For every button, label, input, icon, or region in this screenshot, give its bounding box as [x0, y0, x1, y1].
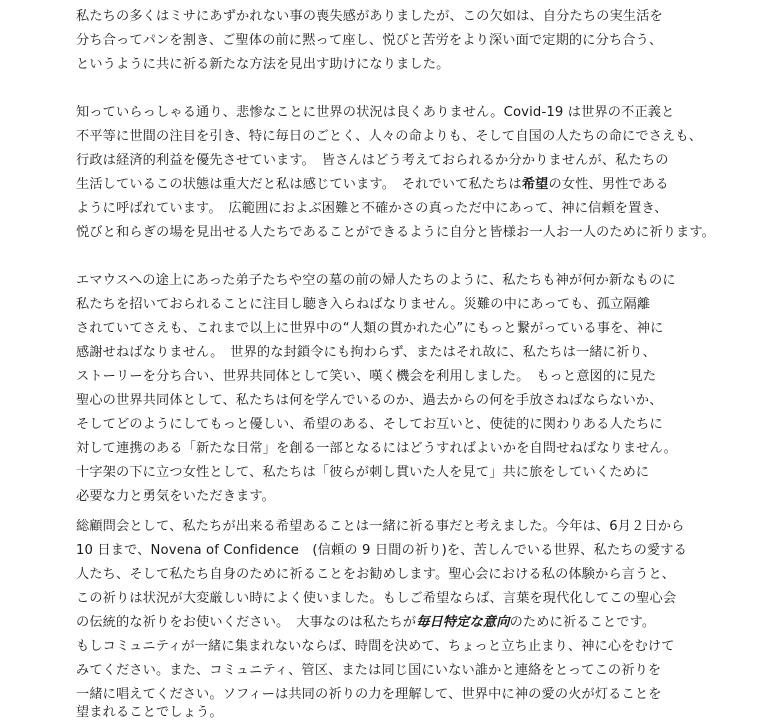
text-line: 対して連携のある「新たな日常」を創る一部となるにはどうすればよいかを自問せねばなりません。: [76, 441, 677, 456]
text-line: 一緒に唱えてください。ソフィーは共同の祈りの力を理解して、世界中に神の愛の火が灯ることを: [76, 687, 662, 702]
text-line: 私たちを招いておられることに注目し聴き入らねばなりません。災難の中にあっても、孤立隔離: [76, 297, 651, 312]
text-line: そしてどのようにしてもっと優しい、希望のある、そしてお互いと、使徒的に関わりある人たちに: [76, 417, 663, 432]
text-line: 望まれることでしょう。: [76, 705, 223, 720]
text-line: 10 日まで、Novena of Confidence (信頼の 9 日間の祈り)を、苦しんでいる世界、私たちの愛する: [76, 543, 687, 558]
text-line: ストーリーを分ち合い、世界共同体として笑い、嘆く機会を利用しました。 もっと意図的に見た: [76, 369, 657, 384]
text-line: [76, 614, 655, 632]
text-line: 悦びと和らぎの場を見出せる人たちであることができるように自分と皆様お一人お一人のために祈ります。: [76, 225, 716, 240]
emphasis-text: 毎日特定な意向: [416, 615, 510, 630]
text-line: 私たちの多くはミサにあずかれない事の喪失感がありましたが、この欠如は、自分たちの実生活を: [76, 9, 663, 24]
text-line: 聖心の世界共同体として、私たちは何を学んでいるのか、過去からの何を手放さねばならないか、: [76, 393, 663, 408]
text-line: 感謝せねばなりません。 世界的な封鎖令にも拘わらず、またはそれ故に、私たちは一緒に祈り、: [76, 345, 656, 360]
text-line: 行政は経済的利益を優先させています。 皆さんはどう考えておられるか分かりませんが、私たちの: [76, 153, 669, 168]
text-line: 知っていらっしゃる通り、悲惨なことに世界の状況は良くありません。Covid-19 は世界の不正義と: [76, 105, 675, 120]
text-line: みてください。また、コミュニティ、管区、または同じ国にいない誰かと連絡をとってこの祈りを: [76, 663, 662, 678]
text-segment: 生活しているこの状態は重大だと私は感じています。 それでいて私たちは: [76, 177, 522, 192]
text-line: 必要な力と勇気をいただきます。: [76, 489, 276, 504]
text-line: 不平等に世間の注目を引き、特に毎日のごとく、人々の命よりも、そして自国の人たちの命にでさえも、: [76, 129, 703, 144]
text-line: 総顧問会として、私たちが出来る希望あることは一緒に祈る事だと考えました。今年は、6月２日から: [76, 519, 685, 534]
text-line: [76, 176, 669, 194]
text-line: 人たち、そして私たち自身のために祈ることをお勧めします。聖心会における私の体験から言うと、: [76, 567, 676, 582]
text-line: というように共に祈る新たな方法を見出す助けになりました。: [76, 57, 450, 72]
text-segment: の女性、男性である: [548, 177, 669, 192]
text-line: この祈りは状況が大変厳しい時によく使いました。もしご希望ならば、言葉を現代化してこの聖心会: [76, 591, 677, 606]
text-line: エマウスへの途上にあった弟子たちや空の墓の前の婦人たちのように、私たちも神が何か新なものに: [76, 273, 676, 288]
text-line: ように呼ばれています。 広範囲におよぶ困難と不確かさの真っただ中にあって、神に信頼を置き、: [76, 201, 668, 216]
text-segment: のために祈ることです。: [509, 615, 656, 630]
text-line: もしコミュニティが一緒に集まれないならば、時間を決めて、ちょっと立ち止まり、神に心をむけて: [76, 639, 675, 654]
text-line: 十字架の下に立つ女性として、私たちは「彼らが刺し貫いた人を見て」共に旅をしていくために: [76, 465, 650, 480]
emphasis-text: 希望: [521, 177, 549, 192]
text-line: されていてさえも、これまで以上に世界中の“人類の貫かれた心”にもっと繋がっている事を、神に: [76, 321, 664, 336]
text-line: 分ち合ってパンを割き、ご聖体の前に黙って座し、悦びと苦労をより深い面で定期的に分ち合う、: [76, 33, 663, 48]
text-segment: の伝統的な祈りをお使いください。 大事なのは私たちが: [76, 615, 417, 630]
